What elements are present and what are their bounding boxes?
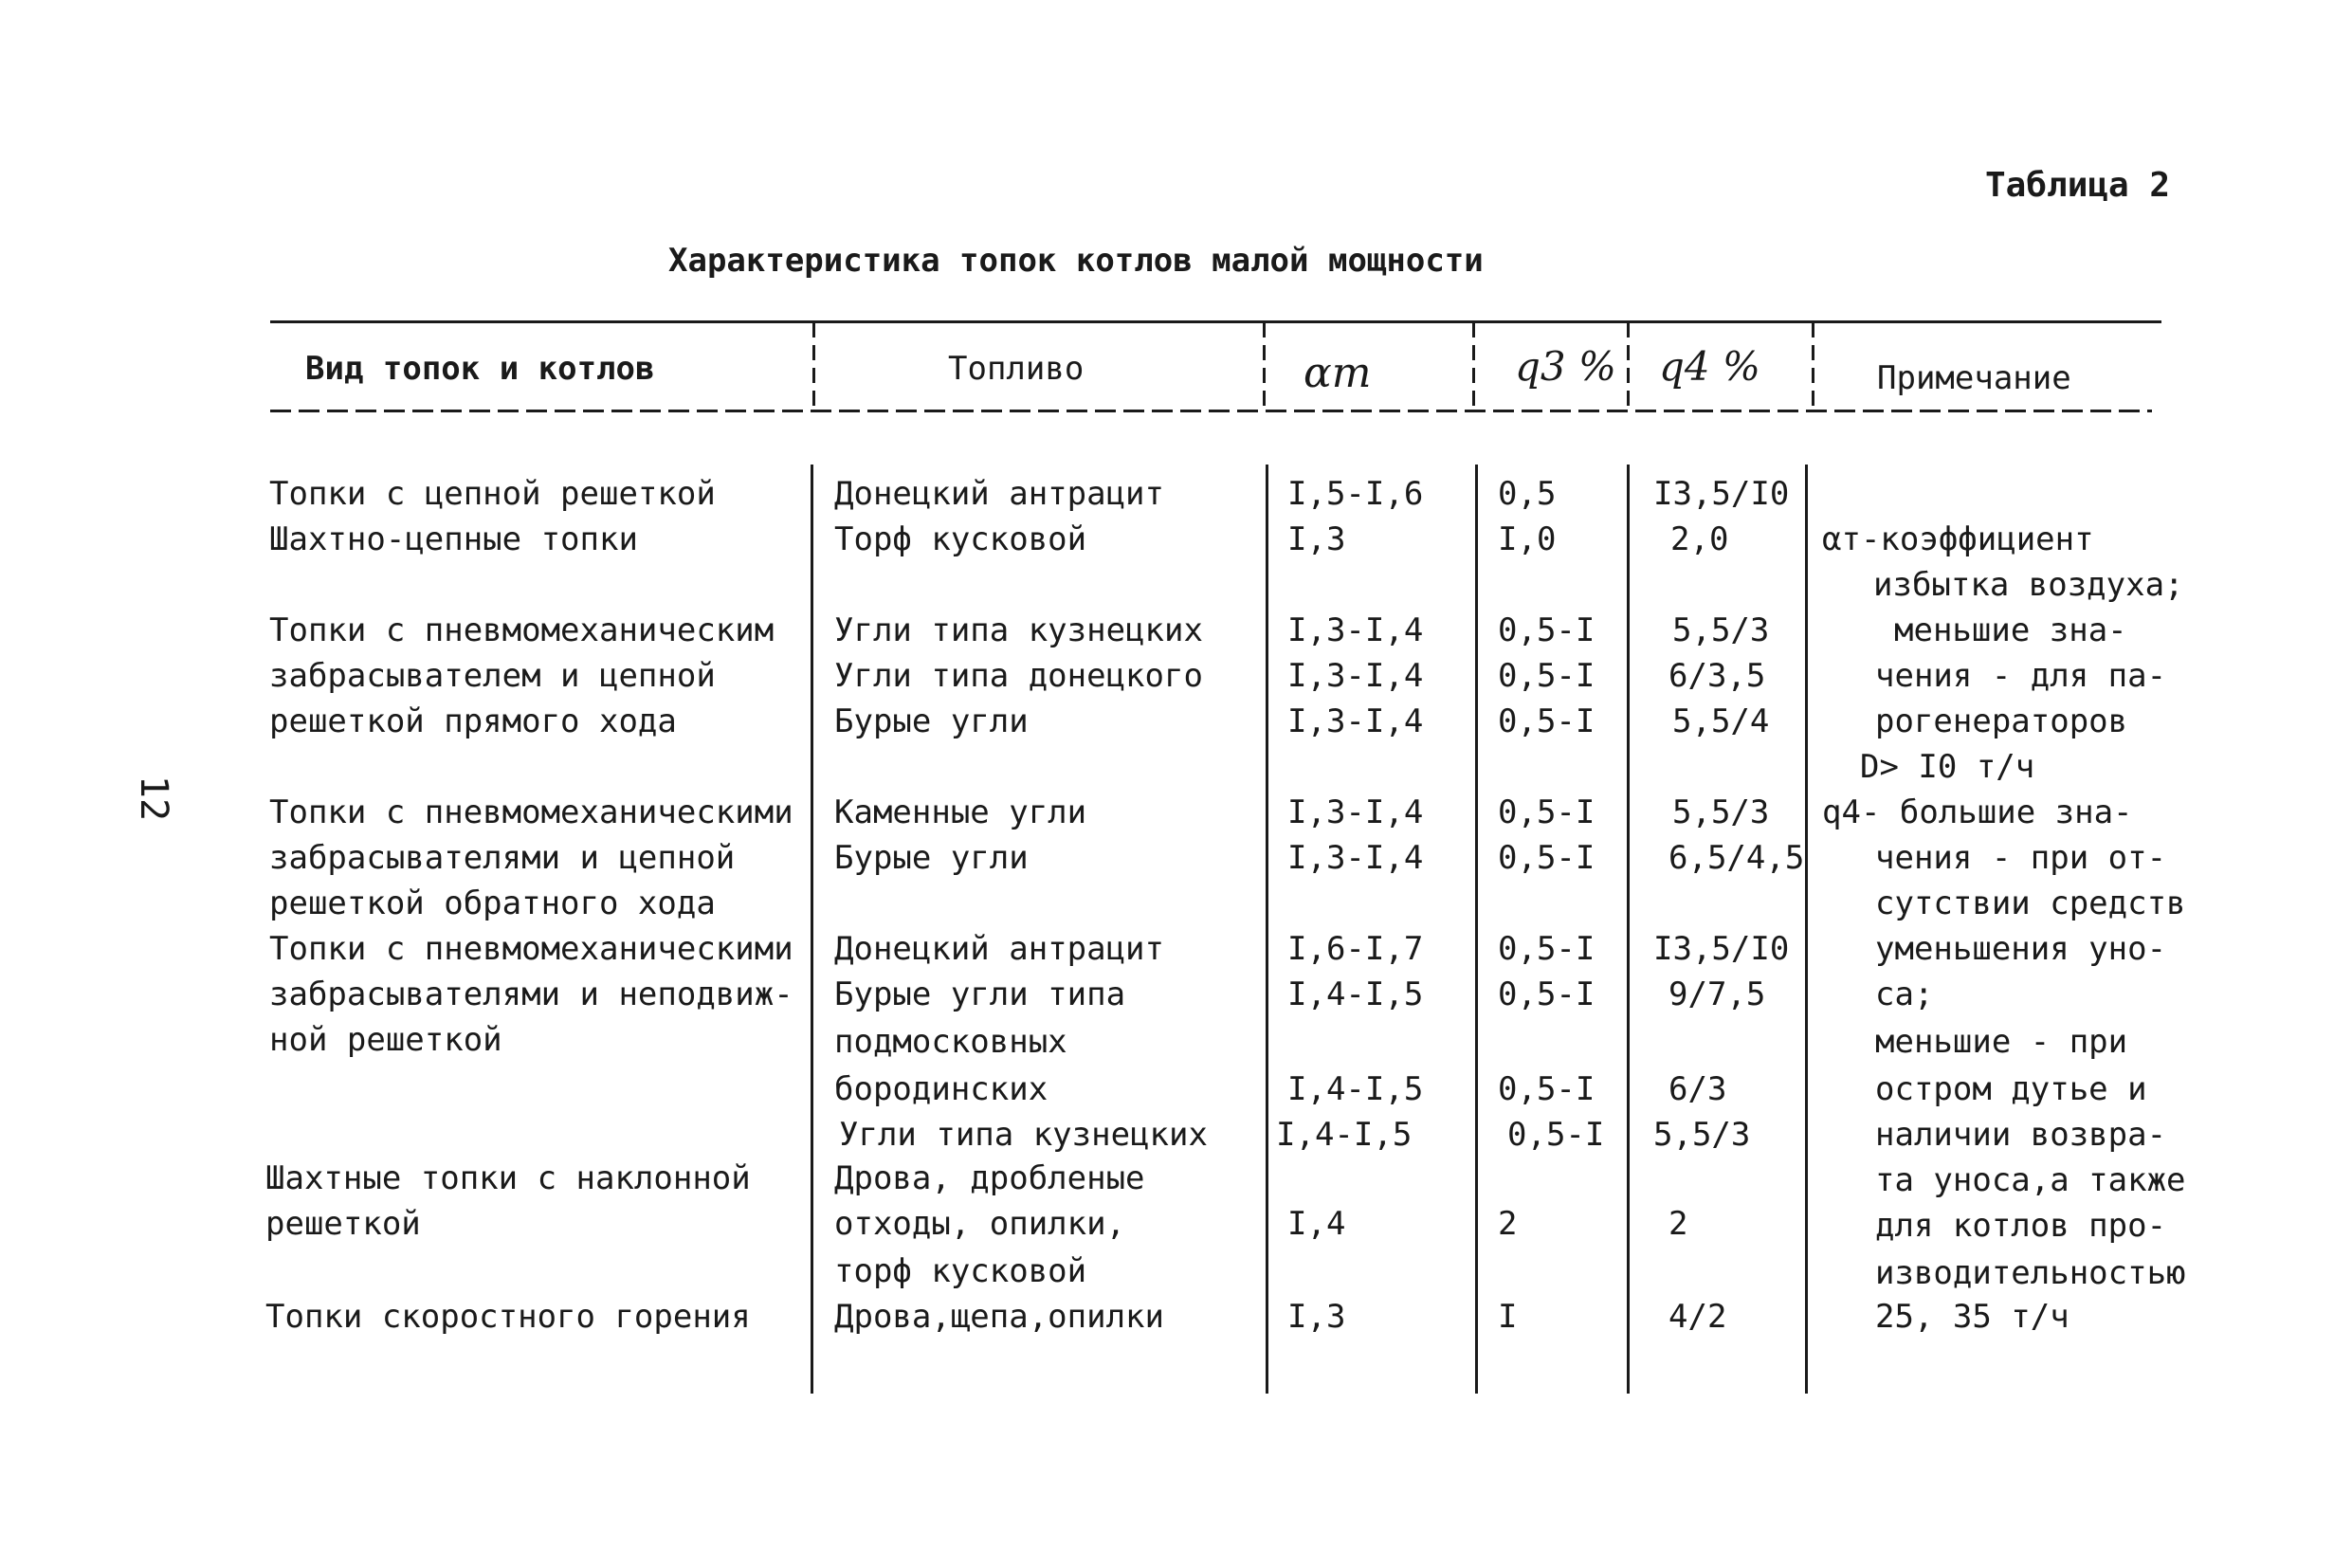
note-line: D> I0 т/ч	[1860, 748, 2035, 786]
q3-cell: 0,5-I	[1498, 793, 1595, 831]
type-cell: Топки с пневмомеханическими	[269, 793, 793, 831]
note-line: сутствии средств	[1875, 884, 2186, 922]
note-line: меньшие зна-	[1894, 611, 2127, 649]
body-sep-1	[811, 465, 813, 1394]
note-line: уменьшения уно-	[1875, 930, 2167, 968]
type-cell: Топки с пневмомеханическим	[269, 611, 775, 649]
type-cell: Шахтно-цепные топки	[269, 520, 638, 558]
q3-cell: 0,5	[1498, 475, 1557, 513]
q4-cell: 2	[1668, 1205, 1688, 1243]
type-cell: Топки с цепной решеткой	[269, 475, 716, 513]
header-q4: q4 %	[1659, 343, 1760, 390]
note-line: наличии возвра-	[1875, 1116, 2167, 1154]
q4-cell: 5,5/3	[1672, 611, 1770, 649]
type-cell: решеткой	[265, 1205, 421, 1243]
note-line: αт-коэффициент	[1822, 520, 2094, 558]
alpha-cell: I,4	[1287, 1205, 1346, 1243]
type-cell: забрасывателями и неподвиж-	[269, 975, 793, 1013]
q3-cell: 2	[1498, 1205, 1518, 1243]
q4-cell: 6,5/4,5	[1668, 839, 1805, 877]
alpha-cell: I,4-I,5	[1287, 1070, 1424, 1108]
note-line: рогенераторов	[1875, 702, 2128, 740]
table-caption: Характеристика топок котлов малой мощности	[668, 242, 1484, 280]
fuel-cell: Каменные угли	[834, 793, 1087, 831]
table-top-rule	[270, 320, 2161, 323]
q4-cell: 4/2	[1668, 1298, 1727, 1336]
note-line: избытка воздуха;	[1873, 566, 2184, 604]
header-sep-4	[1627, 322, 1630, 410]
note-line: 25, 35 т/ч	[1875, 1298, 2069, 1336]
q4-cell: I3,5/I0	[1653, 930, 1790, 968]
note-line: q4- большие зна-	[1822, 793, 2133, 831]
alpha-cell: I,3-I,4	[1287, 793, 1424, 831]
alpha-cell: I,3-I,4	[1287, 839, 1424, 877]
header-alpha: αт	[1304, 349, 1372, 397]
header-sep-5	[1812, 322, 1814, 410]
alpha-cell: I,3-I,4	[1287, 611, 1424, 649]
header-q3: q3 %	[1515, 343, 1616, 390]
type-cell: решеткой обратного хода	[269, 884, 716, 922]
fuel-cell: торф кусковой	[834, 1252, 1087, 1290]
body-sep-3	[1475, 465, 1478, 1394]
fuel-cell: Бурые угли типа	[834, 975, 1126, 1013]
body-sep-5	[1805, 465, 1808, 1394]
q4-cell: 5,5/3	[1653, 1116, 1751, 1154]
note-line: та уноса,а также	[1875, 1161, 2186, 1199]
alpha-cell: I,3	[1287, 1298, 1346, 1336]
fuel-cell: Угли типа донецкого	[834, 657, 1203, 695]
page-number: 12	[132, 775, 176, 822]
type-cell: забрасывателями и цепной	[269, 839, 736, 877]
alpha-cell: I,3	[1287, 520, 1346, 558]
q3-cell: I	[1498, 1298, 1518, 1336]
header-sep-2	[1263, 322, 1266, 410]
type-cell: Топки с пневмомеханическими	[269, 930, 793, 968]
type-cell: Шахтные топки с наклонной	[265, 1159, 751, 1197]
type-cell: забрасывателем и цепной	[269, 657, 716, 695]
fuel-cell: Донецкий антрацит	[834, 930, 1164, 968]
type-cell: решеткой прямого хода	[269, 702, 677, 740]
q3-cell: 0,5-I	[1507, 1116, 1605, 1154]
note-line: для котлов про-	[1875, 1207, 2167, 1245]
fuel-cell: Бурые угли	[834, 839, 1029, 877]
body-sep-4	[1627, 465, 1630, 1394]
alpha-cell: I,4-I,5	[1276, 1116, 1413, 1154]
alpha-cell: I,3-I,4	[1287, 657, 1424, 695]
alpha-cell: I,6-I,7	[1287, 930, 1424, 968]
table-header-rule	[270, 410, 2152, 412]
fuel-cell: Торф кусковой	[834, 520, 1087, 558]
header-sep-1	[812, 322, 815, 410]
q3-cell: I,0	[1498, 520, 1557, 558]
note-line: чения - при от-	[1875, 839, 2167, 877]
fuel-cell: Бурые угли	[834, 702, 1029, 740]
q3-cell: 0,5-I	[1498, 611, 1595, 649]
alpha-cell: I,3-I,4	[1287, 702, 1424, 740]
q3-cell: 0,5-I	[1498, 702, 1595, 740]
header-fuel: Топливо	[948, 350, 1085, 388]
fuel-cell: Донецкий антрацит	[834, 475, 1164, 513]
note-line: остром дутье и	[1875, 1070, 2147, 1108]
fuel-cell: бородинских	[834, 1070, 1048, 1108]
fuel-cell: Угли типа кузнецких	[834, 611, 1203, 649]
note-line: чения - для па-	[1875, 657, 2167, 695]
note-line: изводительностью	[1875, 1254, 2186, 1292]
q3-cell: 0,5-I	[1498, 657, 1595, 695]
header-sep-3	[1472, 322, 1475, 410]
fuel-cell: Угли типа кузнецких	[839, 1116, 1208, 1154]
alpha-cell: I,4-I,5	[1287, 975, 1424, 1013]
q3-cell: 0,5-I	[1498, 839, 1595, 877]
body-sep-2	[1266, 465, 1268, 1394]
q3-cell: 0,5-I	[1498, 975, 1595, 1013]
fuel-cell: подмосковных	[834, 1023, 1067, 1061]
type-cell: Топки скоростного горения	[265, 1298, 751, 1336]
alpha-cell: I,5-I,6	[1287, 475, 1424, 513]
header-note: Примечание	[1877, 359, 2071, 397]
fuel-cell: Дрова, дробленые	[834, 1159, 1145, 1197]
type-cell: ной решеткой	[269, 1021, 502, 1059]
q4-cell: 5,5/4	[1672, 702, 1770, 740]
note-line: меньшие - при	[1875, 1023, 2128, 1061]
q4-cell: I3,5/I0	[1653, 475, 1790, 513]
q3-cell: 0,5-I	[1498, 1070, 1595, 1108]
table-label: Таблица 2	[1985, 166, 2171, 205]
note-line: са;	[1875, 975, 1934, 1013]
q4-cell: 2,0	[1670, 520, 1729, 558]
q4-cell: 9/7,5	[1668, 975, 1766, 1013]
fuel-cell: отходы, опилки,	[834, 1205, 1126, 1243]
fuel-cell: Дрова,щепа,опилки	[834, 1298, 1164, 1336]
q4-cell: 6/3,5	[1668, 657, 1766, 695]
header-type: Вид топок и котлов	[305, 350, 655, 388]
q4-cell: 5,5/3	[1672, 793, 1770, 831]
q4-cell: 6/3	[1668, 1070, 1727, 1108]
q3-cell: 0,5-I	[1498, 930, 1595, 968]
